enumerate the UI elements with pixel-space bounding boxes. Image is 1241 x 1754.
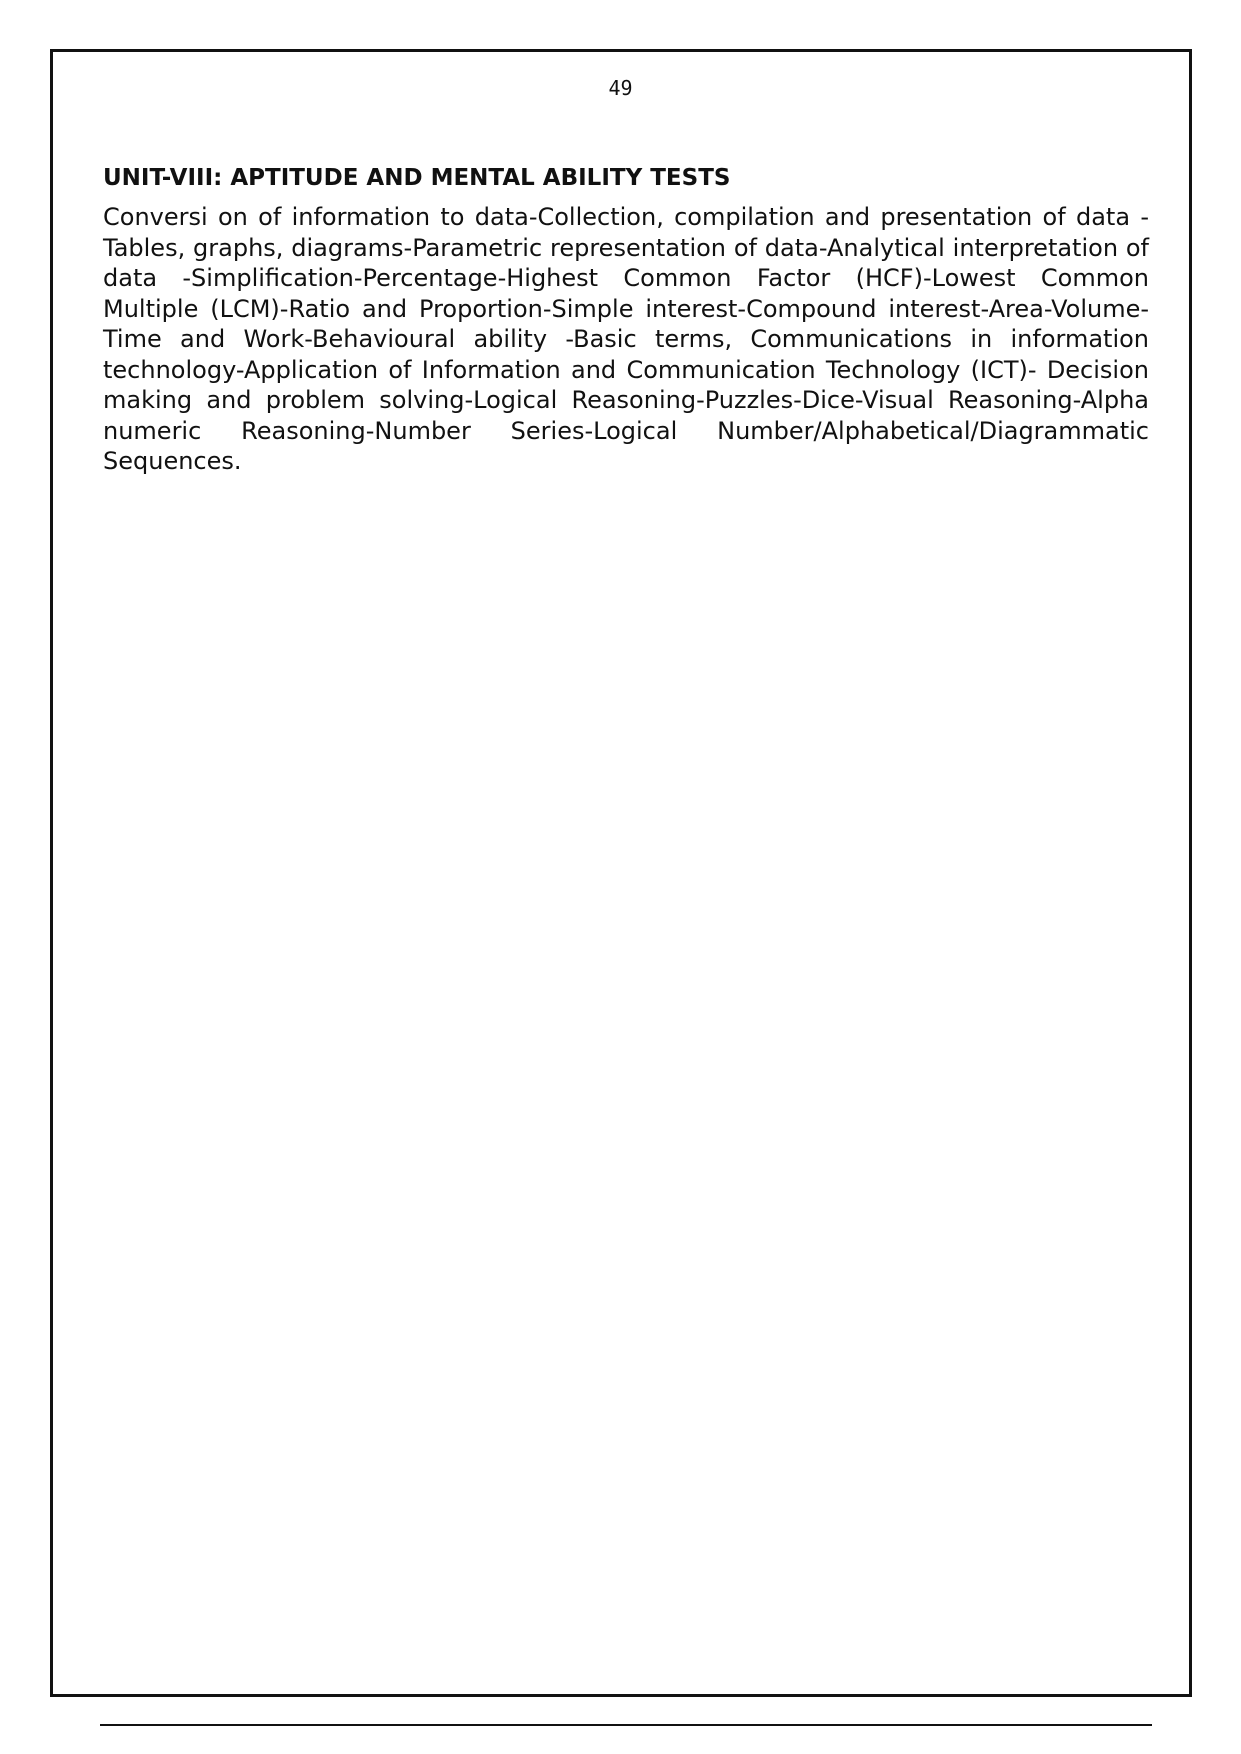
unit-heading: UNIT-VIII: APTITUDE AND MENTAL ABILITY TESTS xyxy=(103,165,731,191)
footer-divider xyxy=(100,1724,1152,1726)
page-number: 49 xyxy=(608,76,633,100)
unit-syllabus-text: Conversi on of information to data-Collection, compilation and presentation of data - Tables, graphs, diagrams-Parametric representation of data-Analytical interpretation of data -Simplification-Percentage-Highest Common Factor (HCF)-Lowest Common Multiple (LCM)-Ratio and Proportion-Simple interest-Compound interest-Area-Volume-Time and Work-Behavioural ability -Basic terms, Communications in information technology-Application of Information and Communication Technology (ICT)- Decision making and problem solving-Logical Reasoning-Puzzles-Dice-Visual Reasoning-Alpha numeric Reasoning-Number Series-Logical Number/Alphabetical/Diagrammatic Sequences. xyxy=(103,203,1149,475)
